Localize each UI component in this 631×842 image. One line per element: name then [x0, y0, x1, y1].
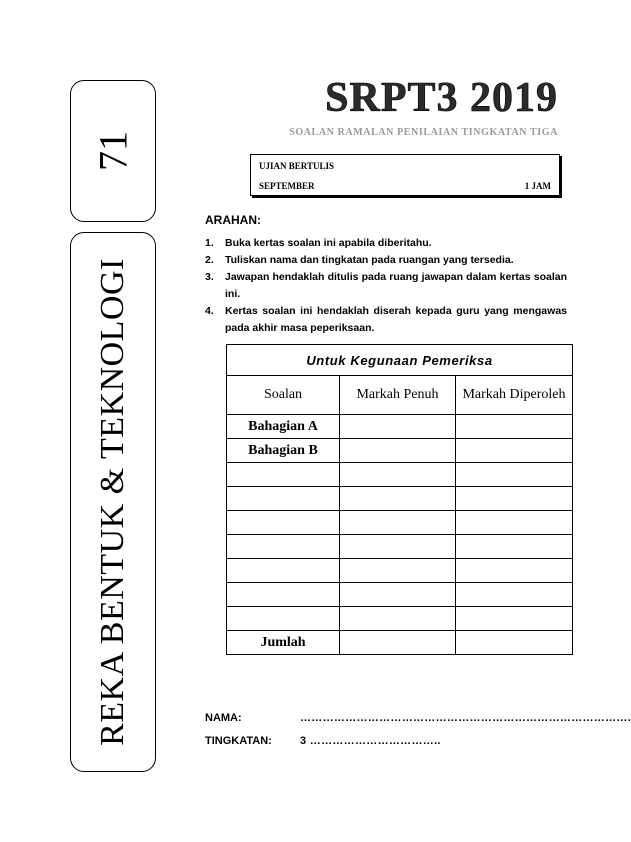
- cell-markah-penuh[interactable]: [340, 439, 456, 463]
- table-row: [227, 439, 573, 463]
- instruction-number: 4.: [205, 305, 214, 317]
- cell-markah-diperoleh[interactable]: [456, 631, 573, 655]
- cell-markah-penuh[interactable]: [340, 511, 456, 535]
- cell-markah-diperoleh[interactable]: [456, 607, 573, 631]
- cell-markah-penuh[interactable]: [340, 607, 456, 631]
- instruction-text: Tuliskan nama dan tingkatan pada ruangan yang tersedia.: [225, 254, 514, 266]
- form-label: TINGKATAN:: [205, 735, 272, 747]
- exam-type: UJIAN BERTULIS: [259, 161, 334, 171]
- exam-subtitle: SOALAN RAMALAN PENILAIAN TINGKATAN TIGA: [289, 127, 558, 138]
- cell-markah-penuh[interactable]: [340, 415, 456, 439]
- cell-soalan: [227, 583, 340, 607]
- table-row: [227, 535, 573, 559]
- instructions-heading: ARAHAN:: [205, 213, 261, 227]
- cell-soalan: Jumlah: [227, 631, 340, 655]
- cell-markah-penuh[interactable]: [340, 559, 456, 583]
- cell-markah-diperoleh[interactable]: [456, 583, 573, 607]
- cell-markah-penuh[interactable]: [340, 631, 456, 655]
- cell-markah-penuh[interactable]: [340, 463, 456, 487]
- name-field[interactable]: …………………………………………………………………………….: [300, 712, 631, 724]
- cell-soalan: [227, 535, 340, 559]
- exam-info-box: [250, 154, 560, 196]
- exam-title: SRPT3 2019: [325, 75, 558, 121]
- paper-code-box: [70, 80, 156, 222]
- cell-markah-diperoleh[interactable]: [456, 487, 573, 511]
- table-row: [227, 559, 573, 583]
- examiner-table: [226, 344, 573, 655]
- instruction-number: 3.: [205, 271, 214, 283]
- column-header-markah-penuh: Markah Penuh: [340, 376, 456, 415]
- cell-markah-diperoleh[interactable]: [456, 415, 573, 439]
- cell-soalan: [227, 559, 340, 583]
- cell-markah-diperoleh[interactable]: [456, 463, 573, 487]
- cell-soalan: [227, 607, 340, 631]
- subject-box: [70, 232, 156, 772]
- column-header-markah-diperoleh: Markah Diperoleh: [456, 376, 573, 415]
- name-label: NAMA:: [205, 712, 242, 724]
- paper-code: 71: [90, 131, 136, 171]
- form-field[interactable]: 3 ……………………………..: [300, 735, 441, 747]
- cell-markah-diperoleh[interactable]: [456, 511, 573, 535]
- cell-markah-diperoleh[interactable]: [456, 535, 573, 559]
- cell-soalan: [227, 511, 340, 535]
- cell-markah-diperoleh[interactable]: [456, 559, 573, 583]
- exam-duration: 1 JAM: [524, 181, 551, 191]
- cell-soalan: Bahagian A: [227, 415, 340, 439]
- cell-markah-penuh[interactable]: [340, 583, 456, 607]
- instruction-item: [205, 303, 567, 337]
- cell-soalan: [227, 487, 340, 511]
- subject-name: REKA BENTUK & TEKNOLOGI: [94, 258, 131, 746]
- table-row: [227, 511, 573, 535]
- cell-markah-penuh[interactable]: [340, 535, 456, 559]
- cell-markah-penuh[interactable]: [340, 487, 456, 511]
- instruction-text: Kertas soalan ini hendaklah diserah kepada guru yang mengawas pada akhir masa peperiksaan.: [225, 305, 567, 334]
- table-caption: Untuk Kegunaan Pemeriksa: [227, 345, 573, 376]
- instruction-item: [205, 269, 567, 303]
- instruction-text: Jawapan hendaklah ditulis pada ruang jawapan dalam kertas soalan ini.: [225, 271, 567, 300]
- table-row: [227, 607, 573, 631]
- cell-markah-diperoleh[interactable]: [456, 439, 573, 463]
- table-row-total: [227, 631, 573, 655]
- instruction-item: [205, 235, 567, 252]
- table-row: [227, 415, 573, 439]
- instructions-list: [205, 235, 567, 337]
- instruction-text: Buka kertas soalan ini apabila diberitahu.: [225, 237, 432, 249]
- instruction-number: 1.: [205, 237, 214, 249]
- cell-soalan: [227, 463, 340, 487]
- table-row: [227, 463, 573, 487]
- table-row: [227, 583, 573, 607]
- exam-month: SEPTEMBER: [259, 181, 315, 191]
- instruction-number: 2.: [205, 254, 214, 266]
- instruction-item: [205, 252, 567, 269]
- table-row: [227, 487, 573, 511]
- column-header-soalan: Soalan: [227, 376, 340, 415]
- cell-soalan: Bahagian B: [227, 439, 340, 463]
